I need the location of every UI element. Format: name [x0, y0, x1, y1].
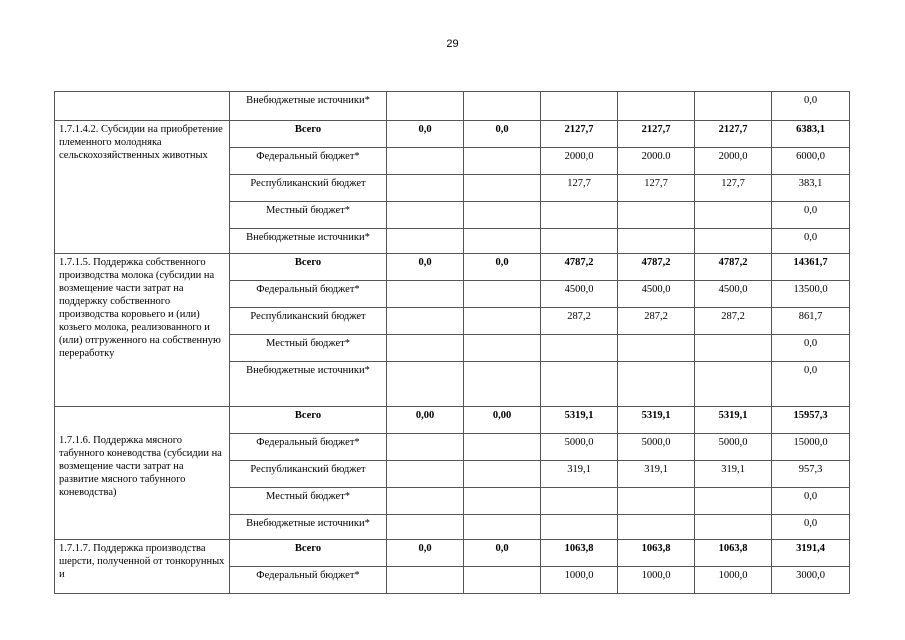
funding-source: Внебюджетные источники* [230, 92, 387, 121]
funding-source: Внебюджетные источники* [230, 362, 387, 407]
funding-source: Местный бюджет* [230, 488, 387, 515]
value-cell: 287,2 [695, 308, 772, 335]
value-cell [541, 362, 618, 407]
value-cell: 1063,8 [541, 540, 618, 567]
value-cell [464, 92, 541, 121]
value-cell: 5000,0 [541, 434, 618, 461]
value-cell [387, 461, 464, 488]
value-cell [618, 362, 695, 407]
value-cell [464, 567, 541, 594]
value-cell: 0,0 [772, 202, 850, 229]
funding-source: Всего [230, 407, 387, 434]
value-cell [695, 335, 772, 362]
value-cell [464, 362, 541, 407]
value-cell: 127,7 [541, 175, 618, 202]
value-cell: 14361,7 [772, 254, 850, 281]
value-cell: 3191,4 [772, 540, 850, 567]
value-cell [387, 92, 464, 121]
value-cell: 4500,0 [541, 281, 618, 308]
funding-source: Местный бюджет* [230, 335, 387, 362]
page-number: 29 [446, 38, 459, 50]
value-cell: 0,0 [772, 488, 850, 515]
value-cell: 0,0 [464, 254, 541, 281]
value-cell [387, 229, 464, 254]
value-cell [541, 515, 618, 540]
funding-source: Всего [230, 540, 387, 567]
funding-source: Внебюджетные источники* [230, 515, 387, 540]
value-cell: 0,0 [464, 540, 541, 567]
funding-source: Федеральный бюджет* [230, 148, 387, 175]
program-name: 1.7.1.4.2. Субсидии на приобретение племенного молодняка сельскохозяйственных животных [55, 121, 230, 254]
value-cell: 0,0 [387, 121, 464, 148]
value-cell: 287,2 [541, 308, 618, 335]
value-cell [464, 148, 541, 175]
value-cell: 4787,2 [541, 254, 618, 281]
funding-source: Федеральный бюджет* [230, 281, 387, 308]
value-cell: 0,0 [387, 254, 464, 281]
value-cell [387, 308, 464, 335]
value-cell [387, 434, 464, 461]
value-cell [618, 92, 695, 121]
value-cell [387, 175, 464, 202]
value-cell [464, 335, 541, 362]
table-row [55, 92, 850, 121]
value-cell: 127,7 [695, 175, 772, 202]
value-cell: 1000,0 [541, 567, 618, 594]
value-cell: 3000,0 [772, 567, 850, 594]
value-cell [695, 362, 772, 407]
value-cell [464, 515, 541, 540]
value-cell: 319,1 [695, 461, 772, 488]
funding-source: Внебюджетные источники* [230, 229, 387, 254]
value-cell: 15000,0 [772, 434, 850, 461]
value-cell: 1063,8 [618, 540, 695, 567]
table-row [55, 121, 850, 148]
value-cell: 2127,7 [541, 121, 618, 148]
value-cell [695, 515, 772, 540]
value-cell [387, 515, 464, 540]
value-cell: 861,7 [772, 308, 850, 335]
value-cell [464, 202, 541, 229]
program-name [55, 92, 230, 121]
value-cell: 319,1 [618, 461, 695, 488]
value-cell: 6000,0 [772, 148, 850, 175]
program-name: 1.7.1.5. Поддержка собственного производства молока (субсидии на возмещение части затрат на поддержку собственного производства коровьего и (или) козьего молока, реализованного и (или) отгруженного на собственную переработку [55, 254, 230, 407]
value-cell: 0,0 [772, 362, 850, 407]
value-cell [387, 567, 464, 594]
value-cell: 5319,1 [695, 407, 772, 434]
funding-source: Республиканский бюджет [230, 175, 387, 202]
value-cell [464, 434, 541, 461]
value-cell: 957,3 [772, 461, 850, 488]
value-cell [541, 92, 618, 121]
value-cell [387, 488, 464, 515]
value-cell [541, 335, 618, 362]
value-cell: 0,0 [772, 229, 850, 254]
value-cell: 319,1 [541, 461, 618, 488]
value-cell [695, 229, 772, 254]
value-cell: 15957,3 [772, 407, 850, 434]
value-cell: 2127,7 [618, 121, 695, 148]
value-cell [464, 308, 541, 335]
value-cell: 5000,0 [695, 434, 772, 461]
value-cell: 383,1 [772, 175, 850, 202]
value-cell [618, 515, 695, 540]
value-cell: 1000,0 [618, 567, 695, 594]
value-cell: 287,2 [618, 308, 695, 335]
value-cell [387, 202, 464, 229]
value-cell [464, 175, 541, 202]
value-cell [695, 202, 772, 229]
value-cell: 0,0 [464, 121, 541, 148]
value-cell: 5000,0 [618, 434, 695, 461]
value-cell [541, 488, 618, 515]
value-cell: 4787,2 [695, 254, 772, 281]
value-cell [618, 335, 695, 362]
value-cell: 13500,0 [772, 281, 850, 308]
value-cell [464, 281, 541, 308]
value-cell [618, 202, 695, 229]
value-cell [387, 362, 464, 407]
value-cell: 0,0 [387, 540, 464, 567]
program-name: 1.7.1.6. Поддержка мясного табунного коневодства (субсидии на возмещение части затрат на развитие мясного табунного коневодства) [55, 407, 230, 540]
table-row [55, 254, 850, 281]
budget-table [54, 91, 850, 594]
value-cell: 0,00 [464, 407, 541, 434]
value-cell [464, 461, 541, 488]
value-cell: 4500,0 [618, 281, 695, 308]
funding-source: Республиканский бюджет [230, 461, 387, 488]
value-cell: 1063,8 [695, 540, 772, 567]
table-row [55, 407, 850, 434]
value-cell: 0,0 [772, 515, 850, 540]
value-cell [387, 281, 464, 308]
value-cell: 0,0 [772, 92, 850, 121]
table-row [55, 540, 850, 567]
funding-source: Всего [230, 121, 387, 148]
value-cell [541, 202, 618, 229]
value-cell: 0,00 [387, 407, 464, 434]
value-cell [464, 488, 541, 515]
value-cell: 0,0 [772, 335, 850, 362]
value-cell: 4787,2 [618, 254, 695, 281]
funding-source: Местный бюджет* [230, 202, 387, 229]
value-cell: 1000,0 [695, 567, 772, 594]
value-cell [618, 229, 695, 254]
value-cell: 127,7 [618, 175, 695, 202]
value-cell [695, 488, 772, 515]
value-cell: 4500,0 [695, 281, 772, 308]
value-cell [387, 335, 464, 362]
value-cell [464, 229, 541, 254]
funding-source: Федеральный бюджет* [230, 434, 387, 461]
value-cell [387, 148, 464, 175]
value-cell: 6383,1 [772, 121, 850, 148]
value-cell: 5319,1 [618, 407, 695, 434]
funding-source: Всего [230, 254, 387, 281]
value-cell [618, 488, 695, 515]
program-name: 1.7.1.7. Поддержка производства шерсти, полученной от тонкорунных и [55, 540, 230, 594]
value-cell: 2000,0 [695, 148, 772, 175]
value-cell: 2127,7 [695, 121, 772, 148]
value-cell: 5319,1 [541, 407, 618, 434]
funding-source: Федеральный бюджет* [230, 567, 387, 594]
value-cell [541, 229, 618, 254]
value-cell: 2000,0 [541, 148, 618, 175]
value-cell: 2000.0 [618, 148, 695, 175]
value-cell [695, 92, 772, 121]
funding-source: Республиканский бюджет [230, 308, 387, 335]
